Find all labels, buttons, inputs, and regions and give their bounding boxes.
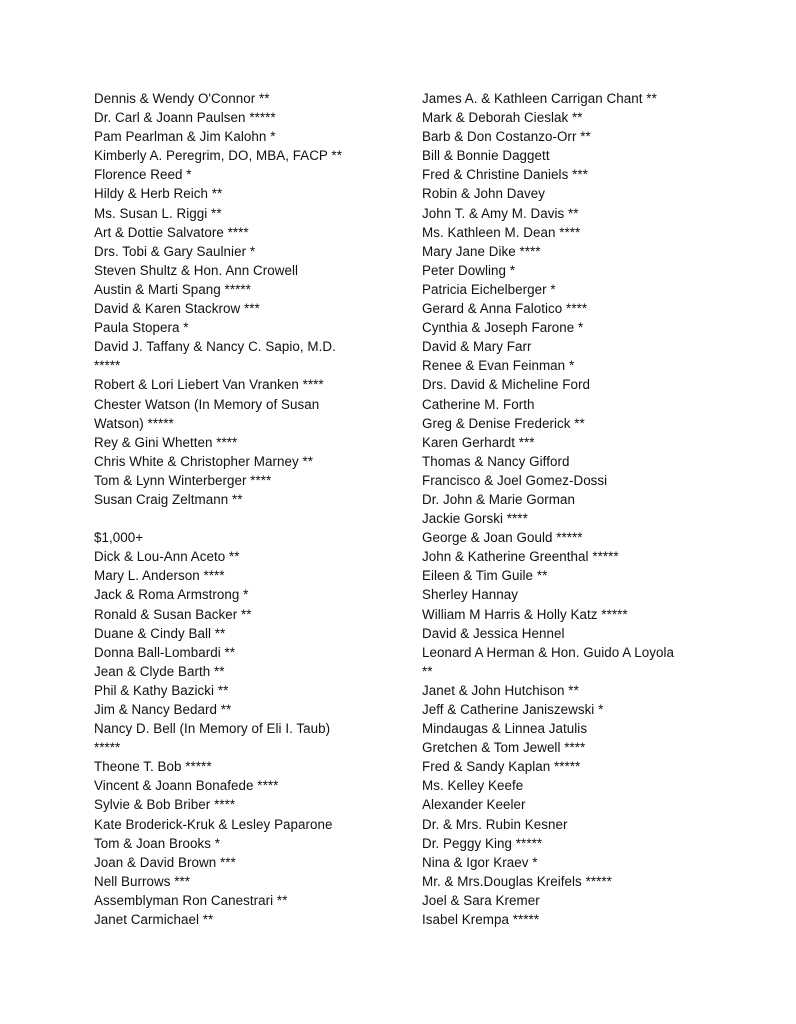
donor-entry: Dr. Peggy King ***** — [422, 835, 543, 851]
donor-entry: Nell Burrows *** — [94, 873, 191, 889]
donor-entry: Janet & John Hutchison ** — [422, 682, 579, 698]
donor-entry: Dr. John & Marie Gorman — [422, 491, 575, 507]
donor-entry: Jackie Gorski **** — [422, 511, 528, 527]
donor-entry: ***** — [94, 740, 121, 756]
donor-entry: Janet Carmichael ** — [94, 912, 214, 928]
donor-entry: Cynthia & Joseph Farone * — [422, 320, 584, 336]
donor-entry: Mary L. Anderson **** — [94, 568, 225, 584]
donor-entry: Dr. Carl & Joann Paulsen ***** — [94, 110, 276, 126]
donor-entry: James A. & Kathleen Carrigan Chant ** — [422, 91, 657, 106]
donor-entry: Fred & Sandy Kaplan ***** — [422, 759, 581, 775]
donor-entry: David J. Taffany & Nancy C. Sapio, M.D. — [94, 339, 336, 355]
donor-entry: Jack & Roma Armstrong * — [94, 587, 249, 603]
donor-entry: Hildy & Herb Reich ** — [94, 186, 223, 202]
donor-entry: Rey & Gini Whetten **** — [94, 434, 238, 450]
donor-entry: William M Harris & Holly Katz ***** — [422, 606, 628, 622]
donor-entry: ***** — [94, 358, 121, 374]
donor-entry: Jim & Nancy Bedard ** — [94, 702, 232, 717]
donor-entry: ** — [422, 663, 433, 679]
donor-entry: Ronald & Susan Backer ** — [94, 606, 252, 622]
donor-entry: Vincent & Joann Bonafede **** — [94, 778, 279, 794]
donor-entry: Mark & Deborah Cieslak ** — [422, 110, 583, 126]
donor-entry: Austin & Marti Spang ***** — [94, 281, 251, 297]
blank-line — [94, 509, 394, 528]
donor-entry: Drs. David & Micheline Ford — [422, 377, 591, 393]
donor-entry: Ms. Kelley Keefe — [422, 778, 524, 794]
donor-entry: Leonard A Herman & Hon. Guido A Loyola — [422, 644, 675, 660]
donor-entry: David & Jessica Hennel — [422, 625, 565, 641]
donor-entry: Joel & Sara Kremer — [422, 892, 540, 908]
donor-entry: Joan & David Brown *** — [94, 854, 236, 870]
donor-entry: David & Mary Farr — [422, 339, 532, 355]
donor-entry: Patricia Eichelberger * — [422, 281, 556, 297]
donor-entry: John T. & Amy M. Davis ** — [422, 205, 579, 221]
donor-entry: Tom & Lynn Winterberger **** — [94, 472, 272, 488]
donor-entry: Theone T. Bob ***** — [94, 759, 212, 775]
donor-entry: Tom & Joan Brooks * — [94, 835, 220, 851]
donor-entry: George & Joan Gould ***** — [422, 530, 583, 546]
donor-entry: Dr. & Mrs. Rubin Kesner — [422, 816, 568, 832]
donor-entry: Bill & Bonnie Daggett — [422, 148, 550, 164]
donor-entry: Florence Reed * — [94, 167, 192, 183]
donor-entry: Catherine M. Forth — [422, 396, 535, 412]
donor-entry: Drs. Tobi & Gary Saulnier * — [94, 243, 256, 259]
donor-entry: Jeff & Catherine Janiszewski * — [422, 702, 604, 717]
donor-entry: Mr. & Mrs.Douglas Kreifels ***** — [422, 873, 612, 889]
donor-entry: Chester Watson (In Memory of Susan — [94, 396, 320, 412]
donor-entry: Peter Dowling * — [422, 262, 516, 278]
donor-entry: Dick & Lou-Ann Aceto ** — [94, 549, 240, 565]
donor-entry: Kate Broderick-Kruk & Lesley Paparone — [94, 816, 333, 832]
donor-entry: Gretchen & Tom Jewell **** — [422, 740, 586, 756]
donor-entry: Donna Ball-Lombardi ** — [94, 644, 236, 660]
donor-entry: Nina & Igor Kraev * — [422, 854, 538, 870]
donor-entry: Chris White & Christopher Marney ** — [94, 453, 314, 469]
donor-list-right — [422, 89, 722, 929]
donor-entry: John & Katherine Greenthal ***** — [422, 549, 619, 565]
donor-entry: Phil & Kathy Bazicki ** — [94, 682, 229, 698]
donor-entry: Assemblyman Ron Canestrari ** — [94, 892, 288, 908]
donor-entry: Jean & Clyde Barth ** — [94, 663, 225, 679]
donor-entry: Art & Dottie Salvatore **** — [94, 224, 249, 240]
donor-entry: Mindaugas & Linnea Jatulis — [422, 721, 588, 737]
donor-entry: Renee & Evan Feinman * — [422, 358, 575, 374]
donor-entry: Kimberly A. Peregrim, DO, MBA, FACP ** — [94, 148, 342, 164]
giving-level-heading: $1,000+ — [94, 530, 144, 546]
donor-entry: Greg & Denise Frederick ** — [422, 415, 585, 431]
donor-entry: Duane & Cindy Ball ** — [94, 625, 226, 641]
donor-entry: Ms. Kathleen M. Dean **** — [422, 224, 581, 240]
donor-entry: Paula Stopera * — [94, 320, 189, 336]
donor-entry: Watson) ***** — [94, 415, 174, 431]
donor-entry: Karen Gerhardt *** — [422, 434, 535, 450]
donor-entry: Mary Jane Dike **** — [422, 243, 541, 259]
donor-entry: Barb & Don Costanzo-Orr ** — [422, 129, 591, 145]
donor-entry: Pam Pearlman & Jim Kalohn * — [94, 129, 276, 145]
donor-entry: Isabel Krempa ***** — [422, 912, 540, 928]
donor-entry: Susan Craig Zeltmann ** — [94, 491, 243, 507]
donor-entry: Thomas & Nancy Gifford — [422, 453, 570, 469]
donor-list-left — [94, 89, 394, 929]
donor-entry: Sherley Hannay — [422, 587, 518, 603]
donor-entry: David & Karen Stackrow *** — [94, 301, 260, 317]
donor-entry: Steven Shultz & Hon. Ann Crowell — [94, 262, 299, 278]
donor-entry: Dennis & Wendy O'Connor ** — [94, 91, 270, 106]
donor-entry: Eileen & Tim Guile ** — [422, 568, 548, 584]
donor-entry: Robert & Lori Liebert Van Vranken **** — [94, 377, 324, 393]
donor-entry: Francisco & Joel Gomez-Dossi — [422, 472, 608, 488]
donor-entry: Nancy D. Bell (In Memory of Eli I. Taub) — [94, 721, 331, 737]
donor-entry: Ms. Susan L. Riggi ** — [94, 205, 222, 221]
donor-entry: Alexander Keeler — [422, 797, 526, 813]
donor-entry: Gerard & Anna Falotico **** — [422, 301, 588, 317]
donor-entry: Sylvie & Bob Briber **** — [94, 797, 236, 813]
donor-entry: Fred & Christine Daniels *** — [422, 167, 588, 183]
donor-entry: Robin & John Davey — [422, 186, 545, 202]
